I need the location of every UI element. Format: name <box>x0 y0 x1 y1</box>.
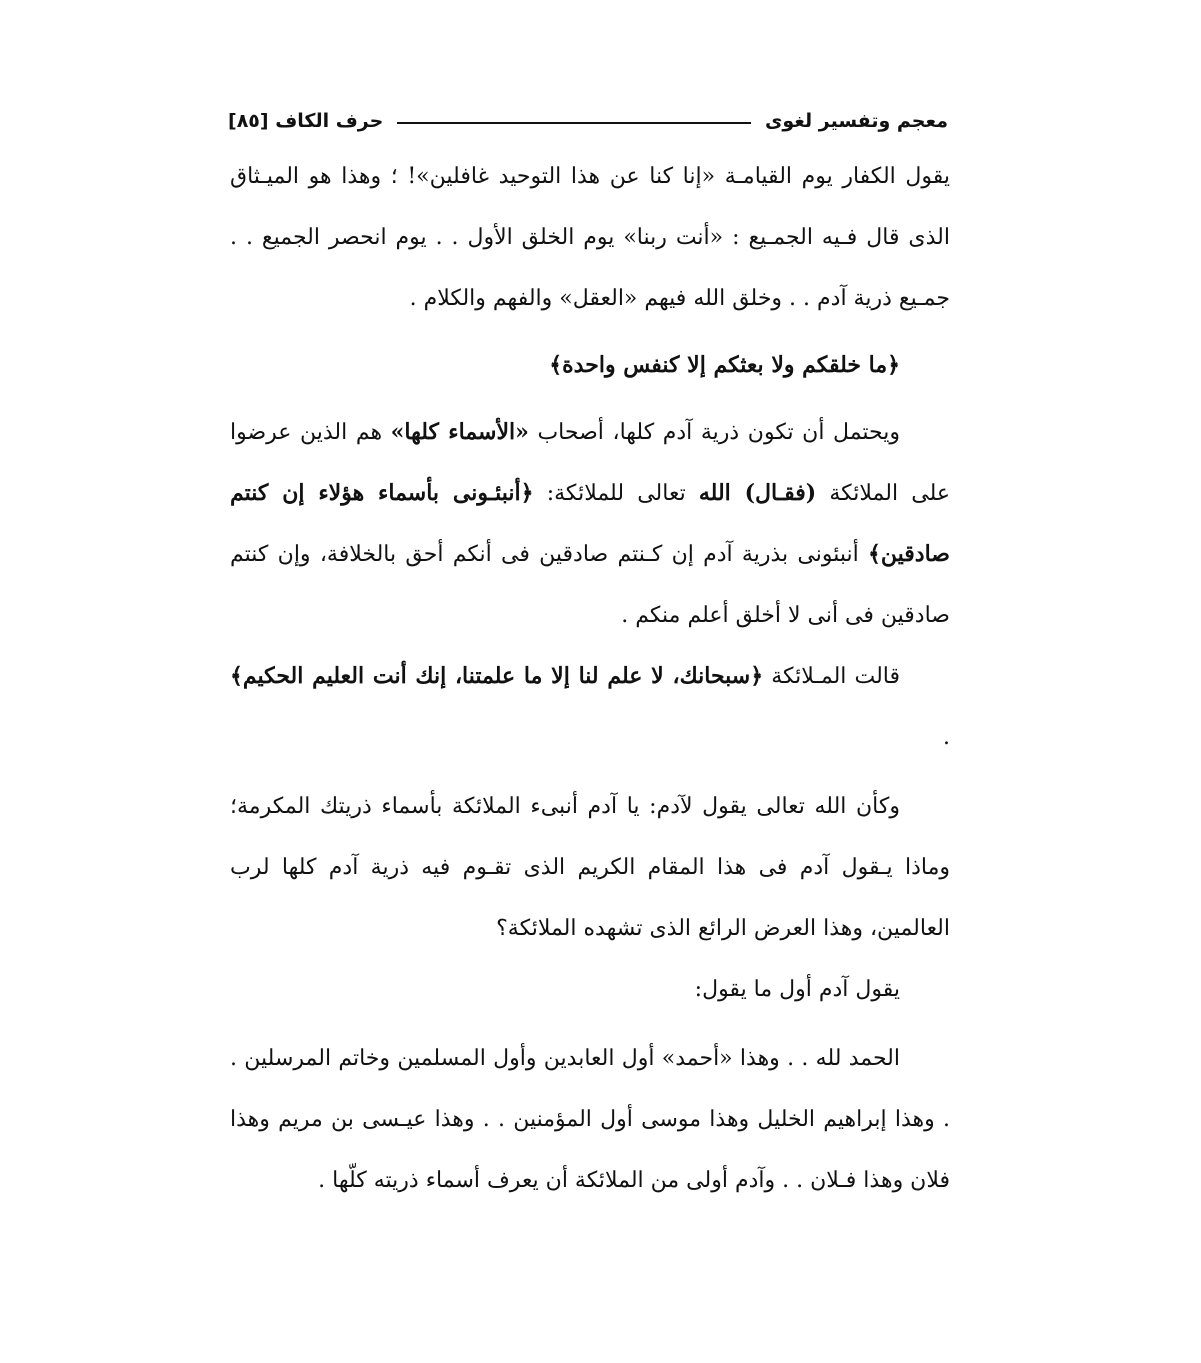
paragraph-3-text-b: هم الذين عرضوا على الملائكة <box>230 420 950 506</box>
paragraph-4 <box>230 646 950 768</box>
page-body <box>230 146 950 1211</box>
paragraph-3-text-a: ويحتمل أن تكون ذرية آدم كلها، أصحاب <box>528 420 900 445</box>
quran-verse-quote: ﴿ما خلقكم ولا بعثكم إلا كنفس واحدة﴾ <box>549 352 900 378</box>
book-title: معجم وتفسير لغوى <box>764 110 948 132</box>
paragraph-3-bold-c: ﴿أنبئـونى بأسماء هؤلاء إن كنتم صادقين﴾ <box>230 480 950 567</box>
chapter-and-page-number: حرف الكاف [٨٥] <box>228 110 384 132</box>
header-rule <box>397 122 751 124</box>
paragraph-3 <box>230 402 950 646</box>
paragraph-1: يقول الكفار يوم القيامـة «إنا كنا عن هذا التوحيد غافلين»! ؛ وهذا هو الميـثاق الذى قال فـيه الجمـيع : «أنت ربنا» يوم الخلق الأول . . يوم انحصر الجميع . . جمـيع ذرية آدم . . وخلق الله فيهم «العقل» والفهم والكلام . <box>230 164 950 311</box>
paragraph-3-bold-b: (فقـال) الله <box>698 480 817 506</box>
paragraph-3-text-c: تعالى للملائكة: <box>533 481 699 506</box>
paragraph-4-text-b: . <box>943 725 950 750</box>
paragraph-3-text-d: أنبئونى بذرية آدم إن كـنتم صادقين فى أنكم أحق بالخلافة، وإن كنتم صادقين فى أنى لا أخلق أعلم منكم . <box>230 542 950 628</box>
paragraph-7: الحمد لله . . وهذا «أحمد» أول العابدين وأول المسلمين وخاتم المرسلين . . وهذا إبراهيم الخليل وهذا موسى أول المؤمنين . . وهذا عيـسى بن مريم وهذا فلان وهذا فـلان . . وآدم أولى من الملائكة أن يعرف أسماء ذريته كلّها . <box>230 1046 950 1193</box>
paragraph-6: يقول آدم أول ما يقول: <box>694 977 900 1002</box>
paragraph-5: وكأن الله تعالى يقول لآدم: يا آدم أنبىء الملائكة بأسماء ذريتك المكرمة؛ وماذا يـقول آدم فى هذا المقام الكريم الذى تقـوم فيه ذرية آدم كلها لرب العالمين، وهذا العرض الرائع الذى تشهده الملائكة؟ <box>230 794 951 941</box>
paragraph-4-bold: ﴿سبحانك، لا علم لنا إلا ما علمتنا، إنك أنت العليم الحكيم﴾ <box>230 663 764 689</box>
running-header <box>228 104 948 138</box>
paragraph-3-bold-a: «الأسماء كلها» <box>390 419 529 445</box>
paragraph-4-text-a: قالت المـلائكة <box>763 664 901 689</box>
